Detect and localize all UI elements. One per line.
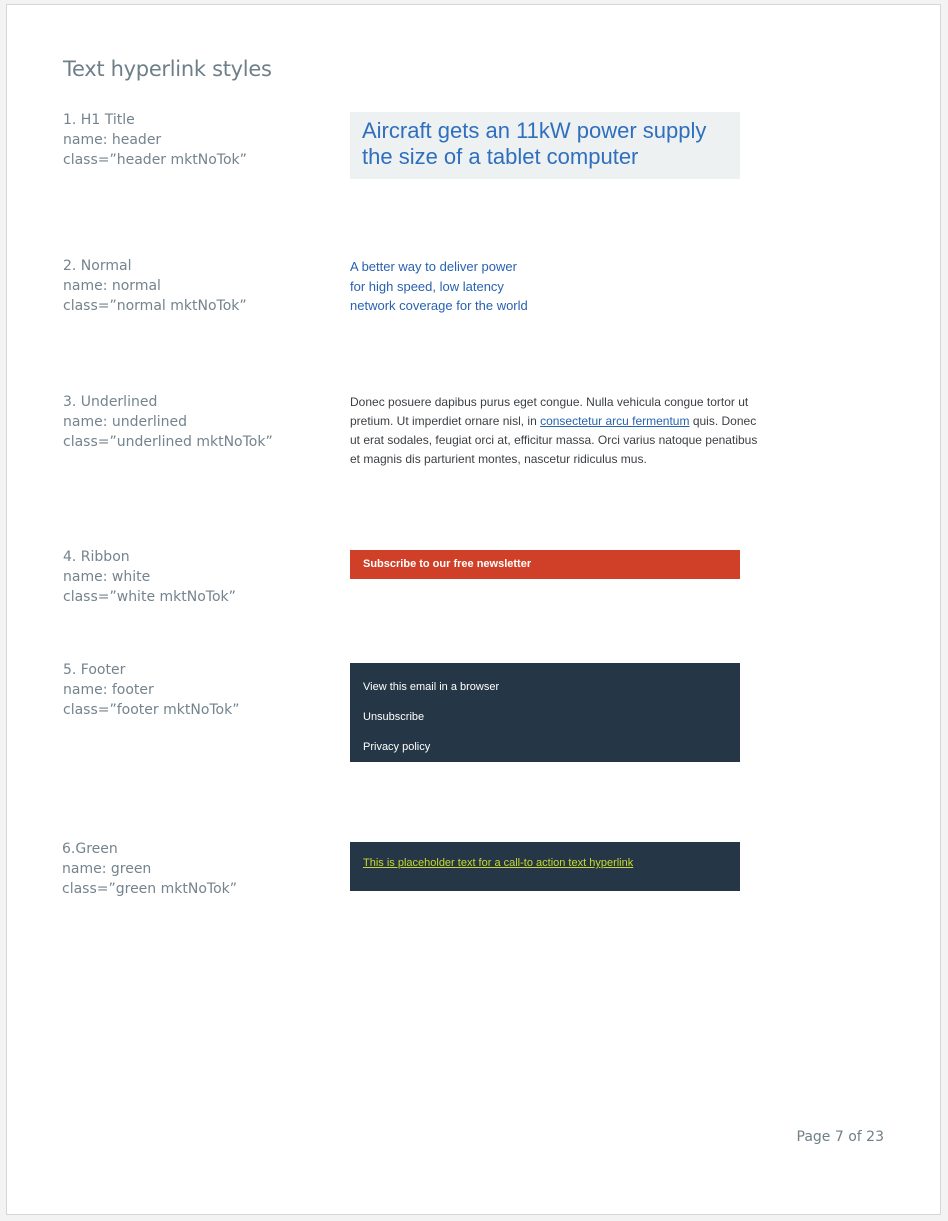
- header-sample-box: [350, 112, 740, 179]
- style-title: 3. Underlined: [63, 394, 158, 410]
- style-class: class=”normal mktNoTok”: [63, 298, 247, 314]
- style-label-footer: [63, 660, 239, 720]
- style-class: class=”white mktNoTok”: [63, 589, 236, 605]
- style-title: 2. Normal: [63, 258, 132, 274]
- footer-sample-box: [350, 663, 740, 762]
- unsubscribe-link[interactable]: Unsubscribe: [363, 711, 425, 723]
- subscribe-link[interactable]: Subscribe to our free newsletter: [363, 558, 532, 570]
- style-name: name: white: [63, 569, 151, 585]
- style-name: name: underlined: [63, 414, 188, 430]
- underlined-sample-paragraph: [350, 393, 760, 469]
- style-label-ribbon: [63, 547, 236, 607]
- header-link-line-1[interactable]: Aircraft gets an 11kW power supply: [362, 118, 707, 143]
- normal-link-line-2[interactable]: for high speed, low latency: [350, 278, 504, 294]
- normal-sample-box: [350, 257, 528, 316]
- document-page: [6, 4, 941, 1215]
- style-label-h1: [63, 110, 247, 170]
- call-to-action-link[interactable]: This is placeholder text for a call-to action text hyperlink: [363, 857, 634, 869]
- style-class: class=”underlined mktNoTok”: [63, 434, 273, 450]
- green-sample-box: [350, 842, 740, 891]
- style-title: 1. H1 Title: [63, 112, 135, 128]
- page-number: Page 7 of 23: [796, 1129, 884, 1145]
- header-link-line-2[interactable]: the size of a tablet computer: [362, 144, 639, 169]
- style-label-underlined: [63, 392, 273, 452]
- style-name: name: header: [63, 132, 162, 148]
- privacy-policy-link[interactable]: Privacy policy: [363, 741, 431, 753]
- style-title: 4. Ribbon: [63, 549, 130, 565]
- style-title: 5. Footer: [63, 662, 126, 678]
- paragraph-text-after: quis. Donec ut erat sodales, feugiat orci at, efficitur massa. Orci varius natoque penatibus et magnis dis parturient montes, nascetur ridiculus mus.: [350, 414, 758, 466]
- style-label-normal: [63, 256, 247, 316]
- view-in-browser-link[interactable]: View this email in a browser: [363, 681, 500, 693]
- ribbon-sample-box: [350, 550, 740, 579]
- style-label-green: [62, 839, 237, 899]
- page-title: Text hyperlink styles: [63, 57, 272, 81]
- normal-link-line-1[interactable]: A better way to deliver power: [350, 259, 517, 274]
- paragraph-text-before: Donec posuere dapibus purus eget congue. Nulla vehicula congue tortor ut pretium. Ut imperdiet ornare nisl, in: [350, 395, 749, 428]
- style-class: class=”header mktNoTok”: [63, 152, 247, 168]
- style-title: 6.Green: [62, 841, 118, 857]
- style-name: name: footer: [63, 682, 154, 698]
- style-name: name: normal: [63, 278, 161, 294]
- underlined-link[interactable]: consectetur arcu fermentum: [540, 414, 690, 428]
- style-class: class=”footer mktNoTok”: [63, 702, 240, 718]
- style-name: name: green: [62, 861, 152, 877]
- style-class: class=”green mktNoTok”: [62, 881, 237, 897]
- normal-link-line-3[interactable]: network coverage for the world: [350, 298, 528, 313]
